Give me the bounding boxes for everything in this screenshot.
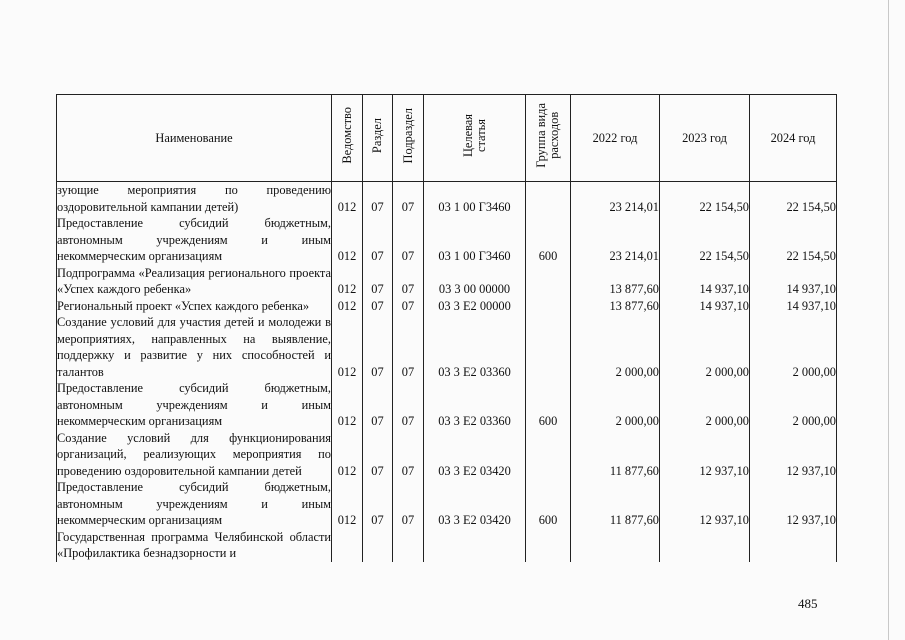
row-vedomstvo: 012 (332, 314, 363, 380)
row-2024: 12 937,10 (750, 479, 837, 529)
row-2024: 22 154,50 (750, 182, 837, 216)
row-2022: 13 877,60 (571, 265, 660, 298)
row-razdel: 07 (363, 314, 393, 380)
row-2023: 12 937,10 (660, 430, 750, 480)
row-celevaya: 03 3 00 00000 (424, 265, 526, 298)
table-row (57, 265, 837, 298)
row-razdel: 07 (363, 182, 393, 216)
table-header-row (57, 95, 837, 182)
row-razdel: 07 (363, 380, 393, 430)
row-vedomstvo: 012 (332, 380, 363, 430)
row-razdel: 07 (363, 298, 393, 315)
row-podrazdel: 07 (393, 380, 424, 430)
row-2022: 23 214,01 (571, 182, 660, 216)
header-2022: 2022 год (571, 95, 660, 182)
table-row (57, 314, 837, 380)
row-vedomstvo: 012 (332, 430, 363, 480)
row-celevaya: 03 3 E2 00000 (424, 298, 526, 315)
row-razdel: 07 (363, 215, 393, 265)
row-2023: 12 937,10 (660, 479, 750, 529)
row-gruppa (526, 529, 571, 562)
row-celevaya: 03 3 E2 03420 (424, 479, 526, 529)
row-2022: 2 000,00 (571, 314, 660, 380)
row-podrazdel: 07 (393, 265, 424, 298)
table-body (57, 182, 837, 562)
table-row (57, 430, 837, 480)
header-celevaya: Целевая статья (424, 95, 526, 182)
header-razdel: Раздел (363, 95, 393, 182)
row-vedomstvo: 012 (332, 298, 363, 315)
row-2023: 2 000,00 (660, 380, 750, 430)
row-podrazdel: 07 (393, 314, 424, 380)
row-podrazdel: 07 (393, 298, 424, 315)
row-2022 (571, 529, 660, 562)
table-row (57, 298, 837, 315)
row-2023: 2 000,00 (660, 314, 750, 380)
row-name: Предоставление субсидий бюджетным, автономным учреждениям и иным некоммерческим организациям (57, 216, 331, 263)
row-gruppa (526, 430, 571, 480)
row-razdel: 07 (363, 430, 393, 480)
row-gruppa (526, 182, 571, 216)
row-name: Предоставление субсидий бюджетным, автономным учреждениям и иным некоммерческим организациям (57, 480, 331, 527)
row-2023: 14 937,10 (660, 265, 750, 298)
header-2024: 2024 год (750, 95, 837, 182)
row-2024: 14 937,10 (750, 265, 837, 298)
row-vedomstvo: 012 (332, 182, 363, 216)
row-2024: 2 000,00 (750, 380, 837, 430)
header-podrazdel: Подраздел (393, 95, 424, 182)
row-podrazdel: 07 (393, 430, 424, 480)
row-gruppa (526, 314, 571, 380)
row-celevaya: 03 3 E2 03420 (424, 430, 526, 480)
header-vedomstvo: Ведомство (332, 95, 363, 182)
table-row (57, 182, 837, 216)
row-2023: 22 154,50 (660, 182, 750, 216)
row-2024 (750, 529, 837, 562)
row-2023: 14 937,10 (660, 298, 750, 315)
row-gruppa: 600 (526, 380, 571, 430)
row-name: зующие мероприятия по проведению оздоровительной кампании детей) (57, 183, 331, 214)
row-2022: 2 000,00 (571, 380, 660, 430)
row-podrazdel: 07 (393, 215, 424, 265)
row-celevaya: 03 3 E2 03360 (424, 380, 526, 430)
table-row (57, 215, 837, 265)
row-podrazdel: 07 (393, 182, 424, 216)
row-2022: 11 877,60 (571, 479, 660, 529)
row-name: Создание условий для функционирования организаций, реализующих мероприятия по проведению оздоровительной кампании детей (57, 430, 331, 478)
row-razdel: 07 (363, 265, 393, 298)
row-name: Государственная программа Челябинской области «Профилактика безнадзорности и (57, 529, 331, 560)
row-razdel: 07 (363, 479, 393, 529)
row-vedomstvo: 012 (332, 215, 363, 265)
row-celevaya: 03 3 E2 03360 (424, 314, 526, 380)
row-2024: 12 937,10 (750, 430, 837, 480)
row-gruppa (526, 265, 571, 298)
row-2022: 11 877,60 (571, 430, 660, 480)
row-gruppa (526, 298, 571, 315)
row-vedomstvo (332, 529, 363, 562)
row-vedomstvo: 012 (332, 479, 363, 529)
row-2024: 14 937,10 (750, 298, 837, 315)
row-podrazdel (393, 529, 424, 562)
row-name: Создание условий для участия детей и молодежи в мероприятиях, направленных на выявление, поддержку и развитие у них способностей и талантов (57, 315, 331, 379)
row-2022: 13 877,60 (571, 298, 660, 315)
row-vedomstvo: 012 (332, 265, 363, 298)
budget-table (56, 94, 837, 562)
table-row (57, 380, 837, 430)
row-name: Подпрограмма «Реализация регионального проекта «Успех каждого ребенка» (57, 265, 331, 296)
row-celevaya: 03 1 00 Г3460 (424, 182, 526, 216)
row-name: Региональный проект «Успех каждого ребенка» (57, 298, 332, 315)
row-2023: 22 154,50 (660, 215, 750, 265)
row-2022: 23 214,01 (571, 215, 660, 265)
row-2023 (660, 529, 750, 562)
row-celevaya (424, 529, 526, 562)
header-gruppa: Группа вида расходов (526, 95, 571, 182)
row-gruppa: 600 (526, 215, 571, 265)
row-gruppa: 600 (526, 479, 571, 529)
row-celevaya: 03 1 00 Г3460 (424, 215, 526, 265)
row-2024: 22 154,50 (750, 215, 837, 265)
row-podrazdel: 07 (393, 479, 424, 529)
row-razdel (363, 529, 393, 562)
page-edge-line (888, 0, 889, 640)
row-name: Предоставление субсидий бюджетным, автономным учреждениям и иным некоммерческим организациям (57, 381, 331, 428)
table-row (57, 479, 837, 529)
page-number: 485 (798, 596, 818, 611)
table-row (57, 529, 837, 562)
row-2024: 2 000,00 (750, 314, 837, 380)
header-name: Наименование (57, 95, 332, 182)
header-2023: 2023 год (660, 95, 750, 182)
